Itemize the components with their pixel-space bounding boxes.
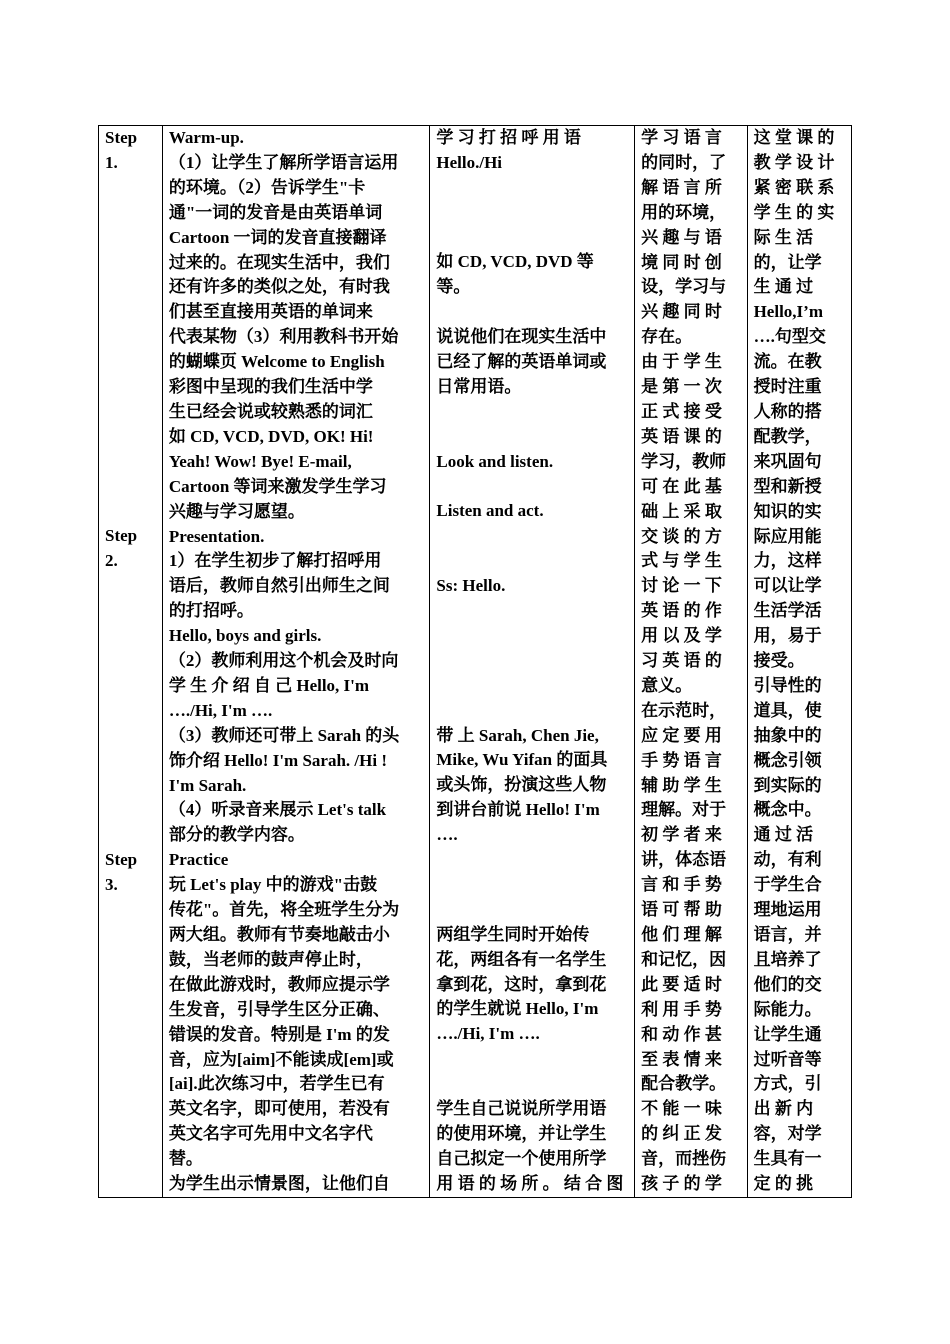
activity-line: 到讲台前说 Hello! I'm [436, 800, 600, 820]
activity-line [436, 674, 628, 699]
intent-line: 意义。 [641, 675, 693, 695]
reflection-line: 抽象中的 [753, 725, 822, 745]
process-line: 如 CD, VCD, DVD, OK! Hi! [168, 426, 374, 446]
reflection-line: 际 生 活 [753, 227, 814, 247]
intent-line: 兴 趣 同 时 [641, 302, 722, 322]
process-line: Presentation. [168, 526, 265, 546]
process-line: …./Hi, I'm …. [168, 700, 273, 720]
reflection-line: 引导性的 [753, 675, 822, 695]
reflection-line: 力，这样 [753, 551, 822, 571]
activity-line: 的学生就说 Hello, I'm [436, 999, 599, 1019]
reflection-line: Hello,I’m [753, 302, 823, 322]
activity-line: 学 习 打 招 呼 用 语 [436, 128, 581, 147]
activity-line [436, 599, 628, 624]
process-line: 饰介绍 Hello! I'm Sarah. /Hi ! [168, 750, 388, 770]
process-line: I'm Sarah. [168, 775, 247, 795]
process-line: 鼓，当老师的鼓声停止时， [168, 949, 373, 969]
reflection-line: 概念引领 [753, 750, 822, 770]
intent-line: 孩 子 的 学 [641, 1174, 722, 1194]
intent-line: 式 与 学 生 [641, 551, 722, 571]
intent-line: 习 英 语 的 [641, 651, 722, 671]
step-1-label: Step 1. [105, 128, 138, 172]
reflection-line: 他们的交 [753, 974, 822, 994]
intent-line: 境 同 时 创 [641, 252, 722, 272]
activity-line: 如 CD, VCD, DVD 等 [436, 252, 594, 272]
process-line: （2）教师利用这个机会及时向 [168, 651, 399, 671]
activity-line [436, 201, 628, 226]
reflection-line: 过听音等 [753, 1049, 822, 1069]
intent-line: 和记忆，因 [641, 949, 727, 969]
reflection-line: 的，让学 [753, 252, 822, 272]
process-line: 过来的。在现实生活中，我们 [168, 252, 390, 272]
process-line: 的打招呼。 [168, 601, 254, 621]
process-line: Warm-up. [168, 128, 244, 147]
reflection-line: 动，有利 [753, 850, 822, 870]
reflection-line: 际应用能 [753, 526, 822, 546]
reflection-line: 际能力。 [753, 999, 822, 1019]
intent-line: 至 表 情 来 [641, 1049, 722, 1069]
intent-line: 用的环境， [641, 202, 727, 222]
activity-line: 用 语 的 场 所 。 结 合 图 [436, 1173, 624, 1193]
process-line: 们甚至直接用英语的单词来 [168, 302, 373, 322]
process-line: 1）在学生初步了解打招呼用 [168, 551, 382, 571]
reflection-line: 方式，引 [753, 1074, 822, 1094]
lesson-plan-table [98, 125, 852, 1198]
process-line: 为学生出示情景图，让他们自 [168, 1174, 390, 1194]
intent-line: 此 要 适 时 [641, 974, 722, 994]
intent-line: 手 势 语 言 [641, 750, 722, 770]
step-3-label: Step 3. [105, 850, 138, 895]
activity-line: Ss: Hello. [436, 576, 506, 596]
intent-line: 解 语 言 所 [641, 177, 722, 197]
intent-line: 正 式 接 受 [641, 401, 722, 421]
intent-line: 设，学习与 [641, 277, 727, 297]
activity-line: 已经了解的英语单词或 [436, 352, 607, 372]
activity-line: Look and listen. [436, 451, 554, 471]
reflection-line: 道具，使 [753, 700, 822, 720]
reflection-line: 人称的搭 [753, 401, 822, 421]
intent-line: 利 用 手 势 [641, 999, 722, 1019]
reflection-line: 可以让学 [753, 576, 822, 596]
intent-line: 语 可 帮 助 [641, 900, 722, 920]
reflection-column [747, 126, 851, 1198]
activity-line: 自己拟定一个使用所学 [436, 1148, 607, 1168]
intent-line: 英 语 的 作 [641, 601, 722, 621]
activity-line: …./Hi, I'm …. [436, 1024, 540, 1044]
intent-line: 的同时，了 [641, 152, 727, 172]
intent-line: 用 以 及 学 [641, 626, 722, 646]
process-line: Yeah! Wow! Bye! E-mail, [168, 451, 352, 471]
activity-line: 或头饰，扮演这些人物 [436, 775, 607, 795]
intent-line: 配合教学。 [641, 1074, 727, 1094]
reflection-line: ….句型交 [753, 327, 826, 347]
activity-line: 花，两组各有一名学生 [436, 949, 607, 969]
teaching-process-column [162, 126, 430, 1198]
intent-line: 言 和 手 势 [641, 875, 722, 895]
activity-line [436, 475, 628, 500]
reflection-line: 紧 密 联 系 [753, 177, 835, 197]
activity-line: …. [436, 825, 458, 845]
reflection-line: 配教学， [753, 426, 822, 446]
reflection-line: 生活学活 [753, 601, 822, 621]
reflection-line: 流。在教 [753, 352, 822, 372]
intent-line: 兴 趣 与 语 [641, 227, 722, 247]
reflection-line: 知识的实 [753, 501, 822, 521]
intent-line: 由 于 学 生 [641, 352, 722, 372]
process-line: Cartoon 等词来激发学生学习 [168, 476, 387, 496]
activity-line: 学生自己说说所学用语 [436, 1099, 607, 1119]
activity-line: Hello./Hi [436, 152, 503, 172]
process-line: 还有许多的类似之处，有时我 [168, 277, 390, 297]
reflection-line: 语言，并 [753, 925, 822, 944]
activity-line [436, 400, 628, 425]
reflection-line: 理地运用 [753, 900, 822, 920]
student-activity-column [430, 126, 635, 1198]
intent-line: 可 在 此 基 [641, 476, 722, 496]
intent-line: 学习，教师 [641, 451, 727, 471]
intent-line: 英 语 课 的 [641, 426, 722, 446]
intent-line: 辅 助 学 生 [641, 775, 722, 795]
process-line: Hello, boys and girls. [168, 626, 322, 646]
reflection-line: 学 生 的 实 [753, 202, 835, 222]
intent-line: 在示范时， [641, 700, 727, 720]
process-line: 的蝴蝶页 Welcome to English [168, 352, 385, 372]
process-line: 生已经会说或较熟悉的词汇 [168, 401, 373, 421]
process-line: 英文名字可先用中文名字代 [168, 1124, 373, 1144]
activity-line [436, 699, 628, 724]
reflection-line: 教 学 设 计 [753, 152, 835, 172]
reflection-line: 接受。 [753, 651, 805, 671]
process-line: 代表某物（3）利用教科书开始 [168, 327, 399, 347]
intent-line: 应 定 要 用 [641, 725, 722, 745]
activity-line [436, 898, 628, 923]
reflection-line: 让学生通 [753, 1024, 822, 1044]
activity-line [436, 176, 628, 201]
activity-line [436, 300, 628, 325]
reflection-line: 型和新授 [753, 476, 822, 496]
process-line: （4）听录音来展示 Let's talk [168, 800, 387, 820]
process-line: 兴趣与学习愿望。 [168, 501, 305, 521]
process-line: 学 生 介 绍 自 己 Hello, I'm [168, 675, 370, 695]
intent-line: 存在。 [641, 327, 693, 347]
intent-line: 他 们 理 解 [641, 925, 722, 944]
activity-line [436, 624, 628, 649]
reflection-line: 来巩固句 [753, 451, 822, 471]
reflection-line: 出 新 内 [753, 1099, 814, 1119]
process-line: 语后，教师自然引出师生之间 [168, 576, 390, 596]
activity-line: Mike, Wu Yifan 的面具 [436, 750, 608, 770]
process-line: 通"一词的发音是由英语单词 [168, 202, 383, 222]
activity-line [436, 848, 628, 873]
process-line: Cartoon 一词的发音直接翻译 [168, 227, 387, 247]
step-2-label: Step 2. [105, 526, 138, 571]
process-line: [ai].此次练习中，若学生已有 [168, 1074, 385, 1094]
activity-line [436, 425, 628, 450]
activity-line: 两组学生同时开始传 [436, 924, 590, 944]
intent-line: 初 学 者 来 [641, 825, 722, 845]
step-column [99, 126, 163, 1198]
activity-line: 拿到花，这时，拿到花 [436, 974, 607, 994]
process-line: 错误的发音。特别是 I'm 的发 [168, 1024, 390, 1044]
reflection-line: 通 过 活 [753, 825, 814, 845]
intent-line: 交 谈 的 方 [641, 526, 722, 546]
intent-line: 理解。对于 [641, 800, 727, 820]
reflection-line: 这 堂 课 的 [753, 128, 835, 147]
process-line: Practice [168, 850, 229, 870]
reflection-line: 于学生合 [753, 875, 822, 895]
intent-line: 和 动 作 甚 [641, 1024, 722, 1044]
process-line: 的环境。（2）告诉学生"卡 [168, 177, 366, 197]
activity-line [436, 226, 628, 251]
reflection-line: 定 的 挑 [753, 1174, 814, 1194]
intent-line: 讲，体态语 [641, 850, 727, 870]
process-line: （3）教师还可带上 Sarah 的头 [168, 725, 400, 745]
process-line: 英文名字，即可使用，若没有 [168, 1099, 390, 1119]
activity-line: Listen and act. [436, 501, 544, 521]
activity-line: 说说他们在现实生活中 [436, 327, 607, 347]
process-line: 在做此游戏时，教师应提示学 [168, 974, 390, 994]
reflection-line: 概念中。 [753, 800, 822, 820]
process-line: 生发音，引导学生区分正确、 [168, 999, 390, 1019]
reflection-line: 容，对学 [753, 1124, 822, 1144]
reflection-line: 且培养了 [753, 949, 822, 969]
intent-line: 学 习 语 言 [641, 128, 722, 147]
process-line: 彩图中呈现的我们生活中学 [168, 377, 373, 397]
activity-line: 的使用环境，并让学生 [436, 1123, 607, 1143]
process-line: 音，应为[aim]不能读成[em]或 [168, 1049, 394, 1069]
intent-line: 础 上 采 取 [641, 501, 722, 521]
process-line: 传花"。首先，将全班学生分为 [168, 900, 400, 920]
reflection-line: 生具有一 [753, 1149, 822, 1169]
intent-line: 是 第 一 次 [641, 377, 722, 397]
activity-line [436, 524, 628, 549]
activity-line [436, 549, 628, 574]
activity-line [436, 1047, 628, 1072]
intent-line: 不 能 一 味 [641, 1099, 722, 1119]
activity-line: 等。 [436, 277, 471, 297]
reflection-line: 用，易于 [753, 626, 822, 646]
design-intent-column [635, 126, 747, 1198]
intent-line: 讨 论 一 下 [641, 576, 722, 596]
process-line: （1）让学生了解所学语言运用 [168, 152, 399, 172]
activity-line [436, 873, 628, 898]
activity-line: 日常用语。 [436, 377, 522, 396]
intent-line: 音，而挫伤 [641, 1149, 727, 1169]
table-row [99, 126, 852, 1198]
activity-line [436, 649, 628, 674]
process-line: 玩 Let's play 中的游戏"击鼓 [168, 875, 378, 895]
process-line: 部分的教学内容。 [168, 825, 305, 845]
process-line: 两大组。教师有节奏地敲击小 [168, 925, 390, 944]
process-line: 替。 [168, 1149, 203, 1169]
intent-line: 的 纠 正 发 [641, 1124, 722, 1144]
activity-line [436, 1072, 628, 1097]
reflection-line: 到实际的 [753, 775, 822, 795]
reflection-line: 授时注重 [753, 377, 822, 397]
activity-line: 带 上 Sarah, Chen Jie, [436, 725, 599, 745]
reflection-line: 生 通 过 [753, 277, 814, 297]
